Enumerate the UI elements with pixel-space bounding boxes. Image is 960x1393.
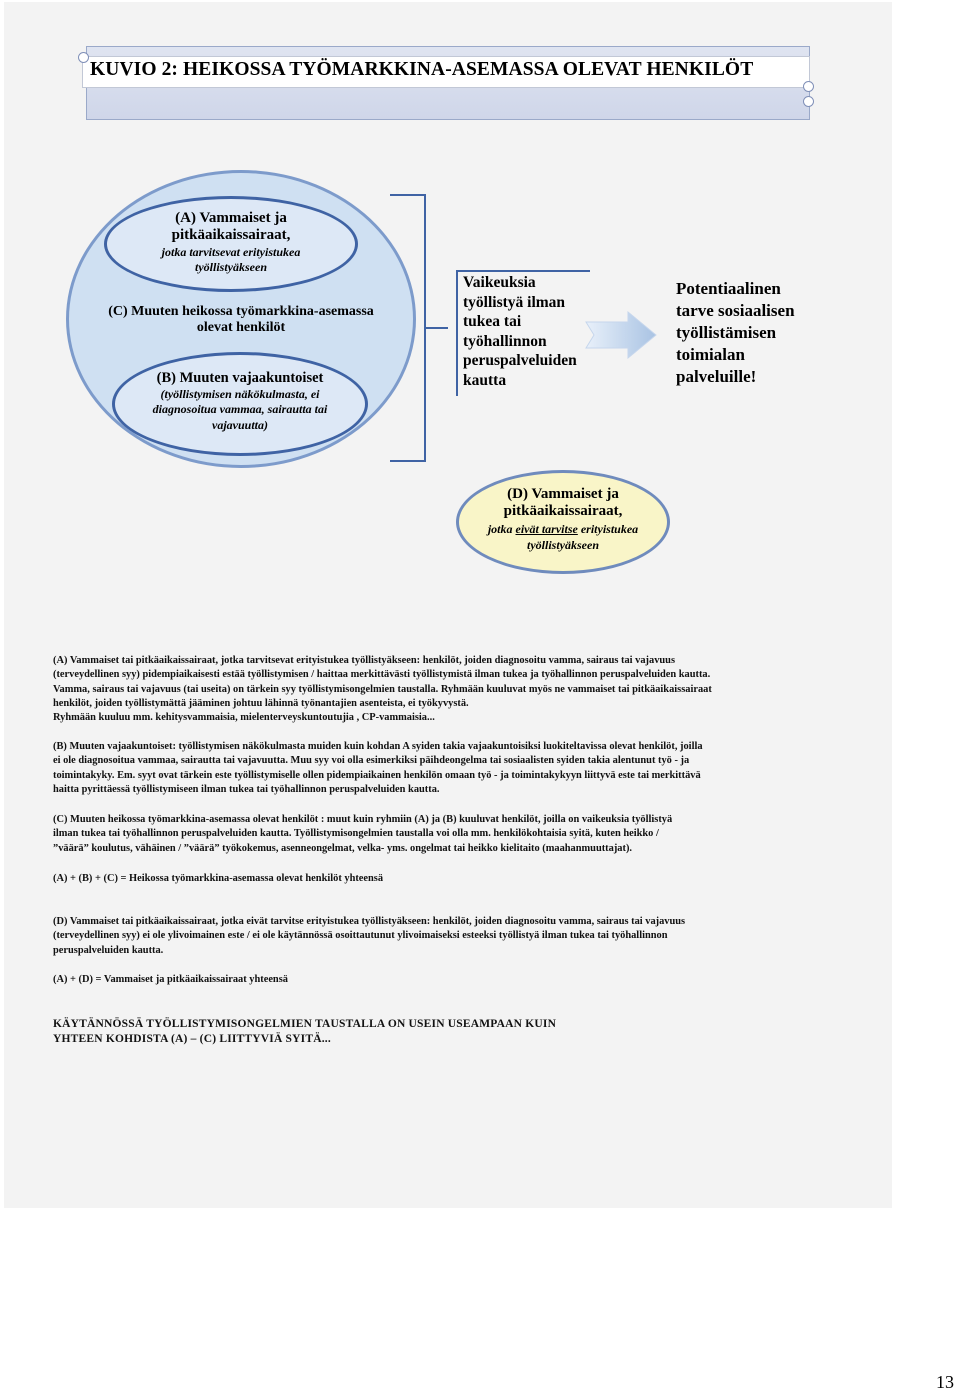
group-d-desc-line2: työllistyäkseen xyxy=(527,537,599,552)
paragraph-d: (D) Vammaiset tai pitkäaikaissairaat, jotka eivät tarvitse erityistukea työllistyäkseen: henkilöt, joiden diagnosoitu vamma, sairaus tai vajavuus (terveydellinen syy) ei ole ylivoimainen este / ei ole käytännössä osoittautunut ylivoimaiseksi esteeksi työllistyä ilman tukea tai työhallinnon peruspalveluiden kautta. xyxy=(53,916,686,956)
figure-title: KUVIO 2: HEIKOSSA TYÖMARKKINA-ASEMASSA OLEVAT HENKILÖT xyxy=(90,59,754,80)
group-d-desc-post: erityistukea xyxy=(577,521,639,536)
group-a-title-line1: (A) Vammaiset ja xyxy=(175,210,287,226)
group-a-title-line2: pitkäaikaissairaat, xyxy=(171,227,291,244)
group-b-title: (B) Muuten vajaakuntoiset xyxy=(156,370,324,386)
group-b-desc-line2: diagnosoitua vammaa, sairautta tai xyxy=(152,402,328,417)
group-c-title-line2: olevat henkilöt xyxy=(196,320,286,336)
right-arrow-icon xyxy=(584,310,658,360)
group-b-label xyxy=(112,370,368,433)
sum-ad: (A) + (D) = Vammaiset ja pitkäaikaissairaat yhteensä xyxy=(53,974,288,985)
group-a-desc-line1: jotka tarvitsevat erityistukea xyxy=(161,244,301,259)
group-a-label xyxy=(104,210,358,275)
group-d-desc-line1 xyxy=(456,521,670,537)
paragraph-c: (C) Muuten heikossa työmarkkina-asemassa olevat henkilöt : muut kuin ryhmiin (A) ja (B) kuuluvat henkilöt, joilla on vaikeuksia työllistyä ilman tukea tai työhallinnon peruspalveluiden kautta. Työllistymisongelmien taustalla voi olla mm. henkilökohtaisia syitä, kuten heikko / ”väärä” koulutus, vähäinen / ”väärä” työkokemus, asenneongelmat, velka- yms. ongelmat tai heikko kielitaito (maahanmuuttajat). xyxy=(53,814,673,854)
title-ring-decoration xyxy=(803,81,814,92)
group-d-title-line1: (D) Vammaiset ja xyxy=(507,486,619,502)
group-c-label xyxy=(66,304,416,336)
group-d-label xyxy=(456,486,670,553)
group-d-title-line2: pitkäaikaissairaat, xyxy=(503,503,623,520)
grouping-bracket xyxy=(388,194,436,462)
group-c-title-line1: (C) Muuten heikossa työmarkkina-asemassa xyxy=(108,304,374,319)
title-ring-decoration xyxy=(803,96,814,107)
title-ring-decoration xyxy=(78,52,89,63)
group-d-desc-underlined: eivät tarvitse xyxy=(515,521,578,536)
group-b-desc-line3: vajavuutta) xyxy=(212,417,268,432)
group-a-desc-line2: työllistyäkseen xyxy=(195,259,267,274)
potential-need-text: Potentiaalinen tarve sosiaalisen työllistämisen toimialan palveluille! xyxy=(676,279,795,386)
footer-note: KÄYTÄNNÖSSÄ TYÖLLISTYMISONGELMIEN TAUSTALLA ON USEIN USEAMPAAN KUIN YHTEEN KOHDISTA (A) – (C) LIITTYVIÄ SYITÄ... xyxy=(53,1018,557,1045)
sum-abc: (A) + (B) + (C) = Heikossa työmarkkina-asemassa olevat henkilöt yhteensä xyxy=(53,873,384,884)
group-d-desc-pre: jotka xyxy=(487,521,516,536)
group-b-desc-line1: (työllistymisen näkökulmasta, ei xyxy=(160,386,320,401)
paragraph-a: (A) Vammaiset tai pitkäaikaissairaat, jotka tarvitsevat erityistukea työllistyäkseen: henkilöt, joiden diagnosoitu vamma, sairaus tai vajavuus (terveydellinen syy) pidempiaikaisesti estää työllistymisen / haittaa merkittävästi työllistymistä ilman tukea ja työhallinnon peruspalveluiden kautta. Vamma, sairaus tai vajavuus (tai useita) on tärkein syy työllistymisongelmien taustalla. Ryhmään kuuluvat myös ne vammaiset tai pitkäaikaissairaat henkilöt, joiden työllistymättä jääminen johtuu lähinnä työnantajien asenteista, ei työkyvystä. Ryhmään kuuluu mm. kehitysvammaisia, mielenterveyskuntoutujia , CP-vammaisia... xyxy=(53,655,712,724)
page-number: 13 xyxy=(936,1372,954,1392)
paragraph-b: (B) Muuten vajaakuntoiset: työllistymisen näkökulmasta muiden kuin kohdan A syiden takia vajaakuntoisiksi luokiteltavissa olevat henkilöt, joilla ei ole diagnosoitua vammaa, sairautta tai vajavuutta. Muu syy voi olla esimerkiksi päihdeongelma tai sosiaalisten syiden takia alentunut työ - ja toimintakyky. Em. syyt ovat tärkein este työllistymiselle ollen pidempiaikainen henkilön omaan työ - ja toimintakykyyn liittyvä este tai merkittävä haitta pyrittäessä työllistymiseen ilman tukea tai työhallinnon peruspalveluiden kautta. xyxy=(53,741,703,795)
difficulty-text: Vaikeuksia työllistyä ilman tukea tai työhallinnon peruspalveluiden kautta xyxy=(463,274,577,389)
